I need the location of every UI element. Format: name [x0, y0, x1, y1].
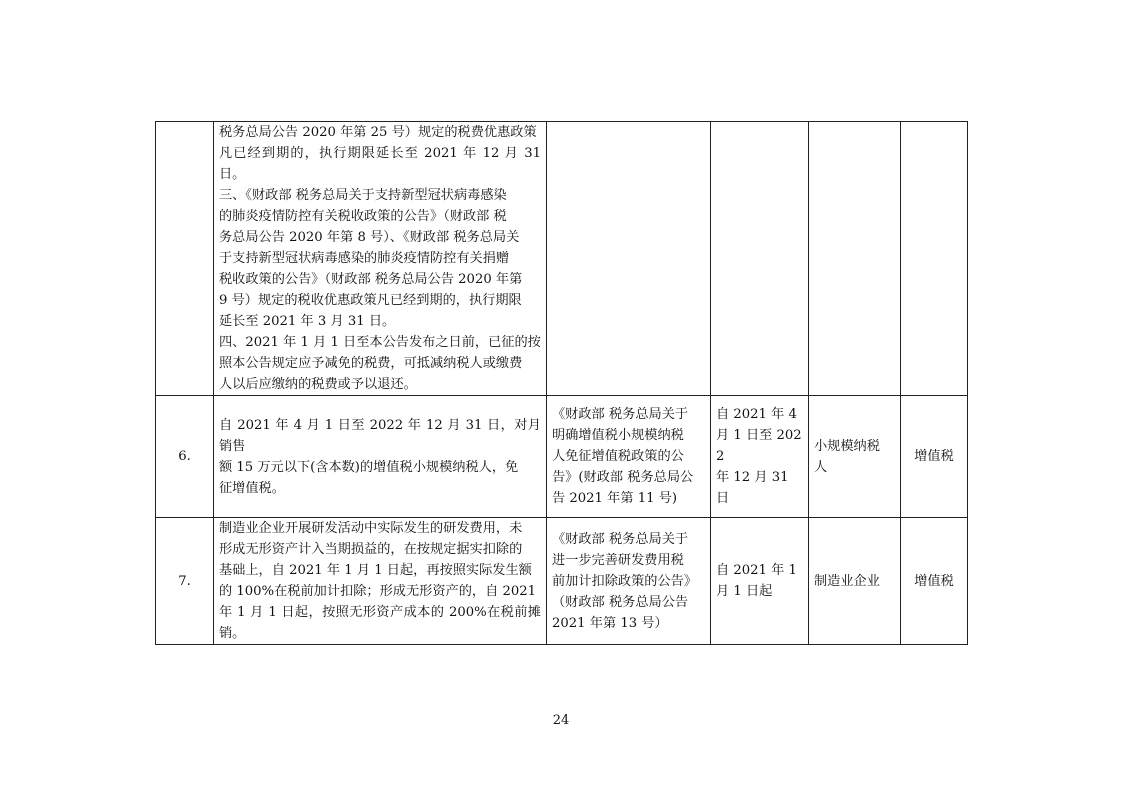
content-line: 形成无形资产计入当期损益的，在按规定据实扣除的: [219, 542, 523, 557]
content-line: 9 号）规定的税收优惠政策凡已经到期的，执行期限: [219, 293, 522, 308]
content-line: 额 15 万元以下(含本数)的增值税小规模纳税人，免: [219, 459, 519, 475]
document-line: 告》(财政部 税务总局公: [552, 470, 694, 485]
content-line: 自 2021 年 4 月 1 日至 2022 年 12 月 31 日，对月销售: [219, 417, 541, 454]
row-number: 6.: [178, 449, 191, 464]
document-line: 2021 年第 13 号）: [552, 615, 668, 631]
date-line: 月 1 日至 2022: [716, 428, 802, 464]
document-line: 《财政部 税务总局关于: [552, 531, 689, 547]
policy-document-cell: [547, 122, 711, 396]
tax-type-cell: [901, 518, 968, 645]
content-line: 于支持新型冠状病毒感染的肺炎疫情防控有关捐赠: [219, 251, 510, 266]
tax-type: 增值税: [914, 573, 954, 589]
content-line: 征增值税。: [219, 480, 285, 496]
date-line: 自 2021 年 1: [716, 563, 797, 578]
content-line: 制造业企业开展研发活动中实际发生的研发费用，未: [219, 521, 523, 536]
beneficiary-cell: [809, 122, 901, 396]
document-line: 前加计扣除政策的公告》: [552, 573, 698, 589]
policy-content-cell: [214, 122, 547, 396]
content-line: 三、《财政部 税务总局关于支持新型冠状病毒感染: [219, 188, 507, 203]
beneficiary-line: 小规模纳税: [814, 438, 880, 454]
row-number-cell: [156, 518, 214, 645]
table-row: [156, 396, 968, 518]
content-line: 人以后应缴纳的税费或予以退还。: [219, 377, 417, 392]
beneficiary-line: 制造业企业: [814, 573, 880, 589]
content-line: 年 1 月 1 日起，按照无形资产成本的 200%在税前摊销。: [219, 605, 541, 641]
policy-content-cell: [214, 396, 547, 518]
row-number-cell: [156, 122, 214, 396]
validity-period-cell: [711, 396, 809, 518]
content-line: 税务总局公告 2020 年第 25 号）规定的税费优惠政策: [219, 125, 537, 140]
content-line: 凡已经到期的，执行期限延长至 2021 年 12 月 31 日。: [219, 146, 541, 182]
policy-document-cell: [547, 518, 711, 645]
date-line: 自 2021 年 4: [716, 407, 797, 422]
table-row: [156, 122, 968, 396]
date-line: 月 1 日起: [716, 584, 773, 599]
date-line: 年 12 月 31 日: [716, 470, 789, 506]
document-line: 明确增值税小规模纳税: [552, 428, 684, 443]
document-line: 人免征增值税政策的公: [552, 449, 684, 464]
policy-table-body: [156, 122, 968, 645]
content-line: 照本公告规定应予减免的税费，可抵减纳税人或缴费: [219, 356, 523, 371]
policy-document-cell: [547, 396, 711, 518]
row-number-cell: [156, 396, 214, 518]
table-row: [156, 518, 968, 645]
document-line: 进一步完善研发费用税: [552, 552, 684, 568]
content-line: 务总局公告 2020 年第 8 号）、《财政部 税务总局关: [219, 230, 520, 245]
document-line: （财政部 税务总局公告: [552, 594, 689, 610]
page-number: 24: [552, 713, 570, 728]
content-line: 延长至 2021 年 3 月 31 日。: [219, 314, 396, 329]
validity-period-cell: [711, 518, 809, 645]
tax-type-cell: [901, 396, 968, 518]
validity-period-cell: [711, 122, 809, 396]
content-line: 税收政策的公告》（财政部 税务总局公告 2020 年第: [219, 272, 523, 287]
tax-type-cell: [901, 122, 968, 396]
policy-table: [155, 121, 968, 645]
content-line: 四、2021 年 1 月 1 日至本公告发布之日前，已征的按: [219, 335, 541, 350]
row-number: 7.: [178, 573, 191, 589]
content-line: 的肺炎疫情防控有关税收政策的公告》（财政部 税: [219, 209, 507, 224]
beneficiary-line: 人: [814, 459, 828, 475]
document-line: 告 2021 年第 11 号): [552, 491, 678, 506]
beneficiary-cell: [809, 518, 901, 645]
content-line: 基础上，自 2021 年 1 月 1 日起，再按照实际发生额: [219, 563, 532, 578]
document-line: 《财政部 税务总局关于: [552, 407, 689, 422]
tax-type: 增值税: [914, 449, 954, 464]
policy-content-cell: [214, 518, 547, 645]
content-line: 的 100%在税前加计扣除；形成无形资产的，自 2021: [219, 584, 537, 599]
beneficiary-cell: [809, 396, 901, 518]
